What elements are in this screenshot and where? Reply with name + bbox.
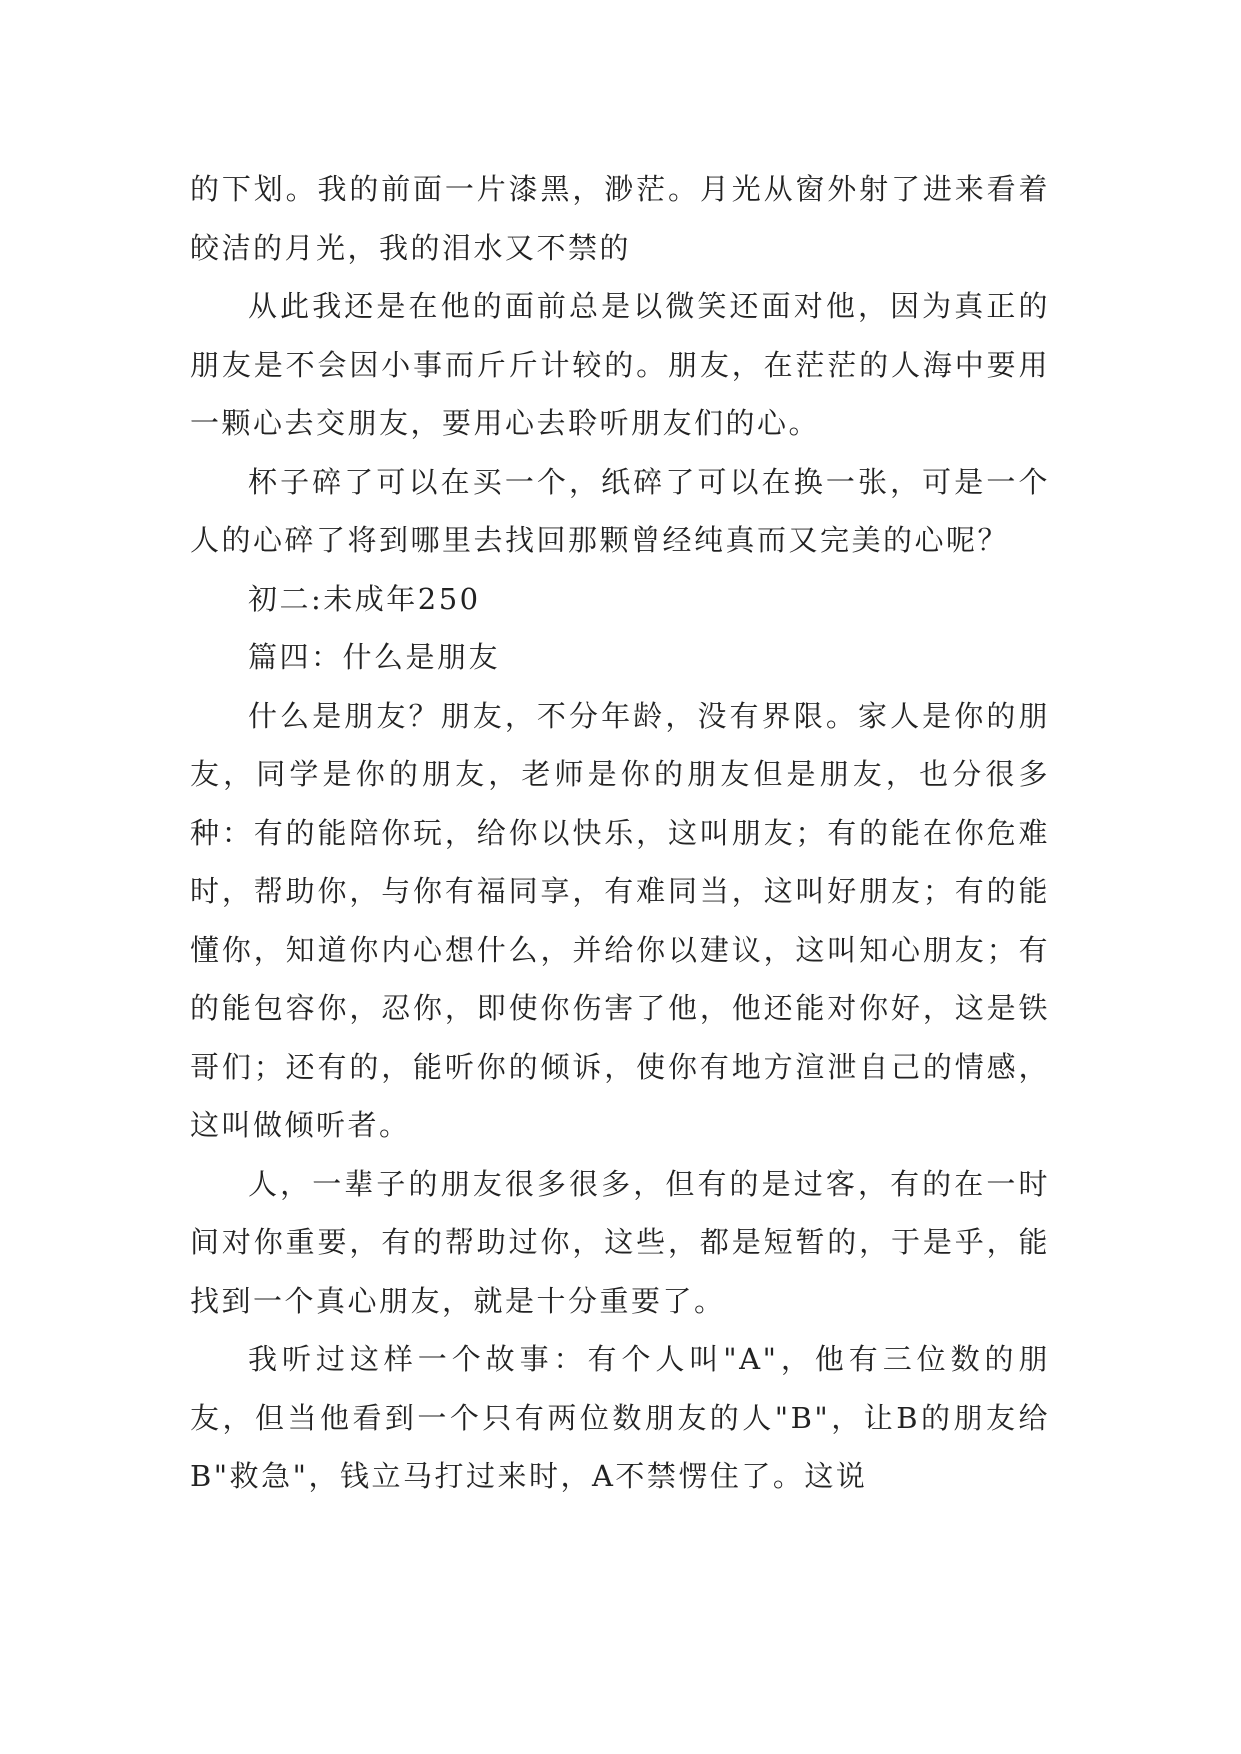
paragraph-6: 什么是朋友？朋友，不分年龄，没有界限。家人是你的朋友，同学是你的朋友，老师是你的朋友但是朋友，也分很多种：有的能陪你玩，给你以快乐，这叫朋友；有的能在你危难时，帮助你，与你有福同享，有难同当，这叫好朋友；有的能懂你，知道你内心想什么，并给你以建议，这叫知心朋友；有的能包容你，忍你，即使你伤害了他，他还能对你好，这是铁哥们；还有的，能听你的倾诉，使你有地方渲泄自己的情感，这叫做倾听者。 [190, 698, 1050, 1142]
section-heading: 篇四：什么是朋友 [248, 640, 501, 674]
document-body [190, 160, 1050, 1506]
paragraph-7: 人，一辈子的朋友很多很多，但有的是过客，有的在一时间对你重要，有的帮助过你，这些，都是短暂的，于是乎，能找到一个真心朋友，就是十分重要了。 [190, 1166, 1050, 1318]
paragraph-1: 的下划。我的前面一片漆黑，渺茫。月光从窗外射了进来看着皎洁的月光，我的泪水又不禁的 [190, 172, 1050, 265]
paragraph-2: 从此我还是在他的面前总是以微笑还面对他，因为真正的朋友是不会因小事而斤斤计较的。朋友，在茫茫的人海中要用一颗心去交朋友，要用心去聆听朋友们的心。 [190, 289, 1050, 440]
paragraph-4: 初二:未成年250 [248, 581, 481, 616]
paragraph-8: 我听过这样一个故事：有个人叫"A"，他有三位数的朋友，但当他看到一个只有两位数朋友的人"B"，让B的朋友给B"救急"，钱立马打过来时，A不禁愣住了。这说 [190, 1342, 1050, 1493]
paragraph-3: 杯子碎了可以在买一个，纸碎了可以在换一张，可是一个人的心碎了将到哪里去找回那颗曾经纯真而又完美的心呢？ [190, 464, 1050, 557]
